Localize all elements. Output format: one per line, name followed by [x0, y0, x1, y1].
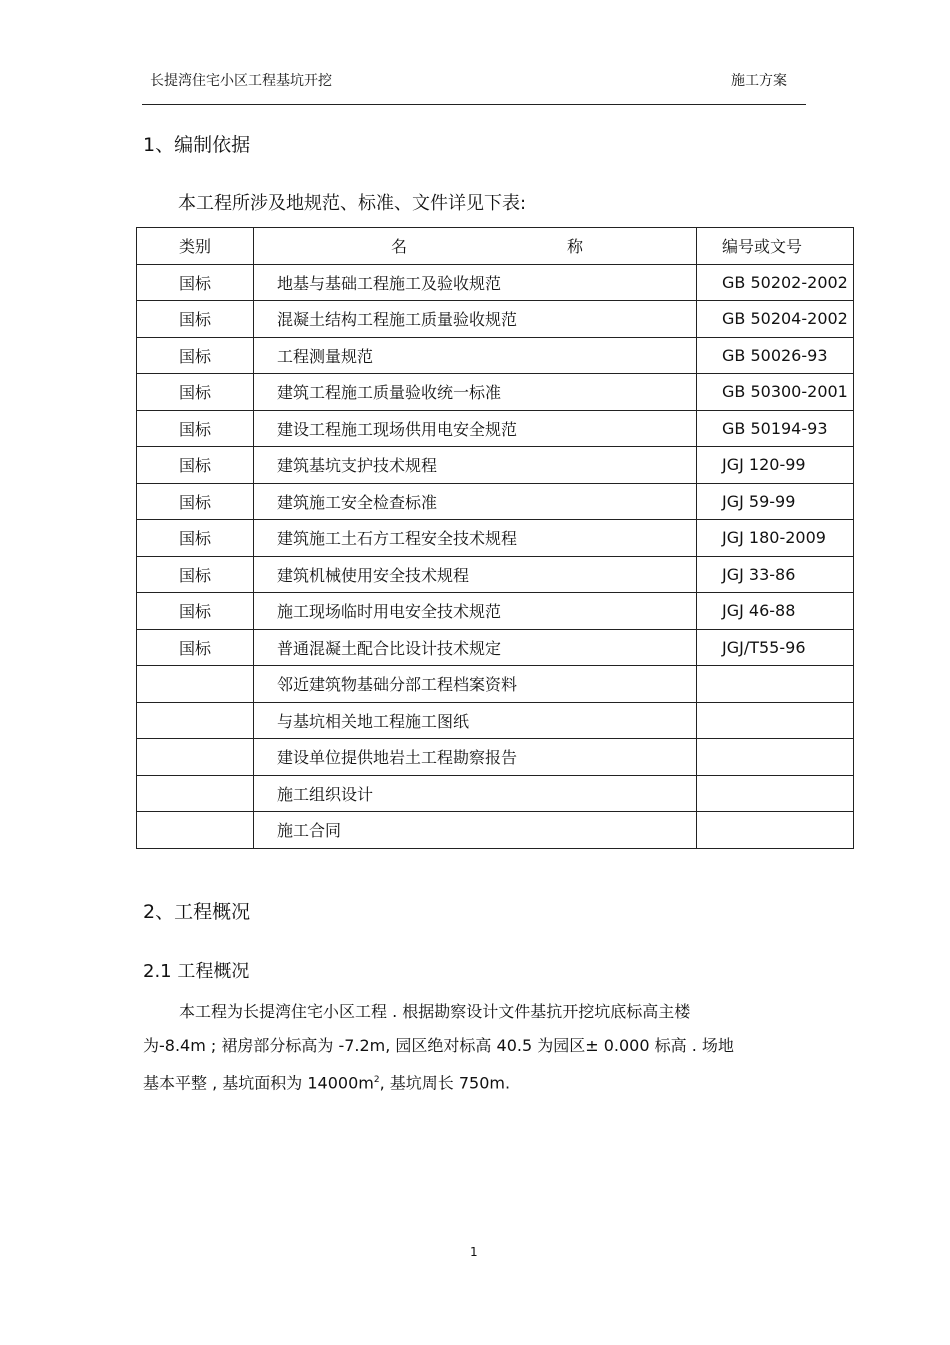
row-code: JGJ 180-2009 [697, 520, 854, 557]
table-row [137, 629, 854, 666]
row-name: 施工组织设计 [254, 775, 697, 812]
row-category [137, 775, 254, 812]
table-row [137, 410, 854, 447]
row-name: 普通混凝土配合比设计技术规定 [254, 629, 697, 666]
row-category [137, 739, 254, 776]
row-code: JGJ 33-86 [697, 556, 854, 593]
row-name: 地基与基础工程施工及验收规范 [254, 264, 697, 301]
row-code: JGJ 46-88 [697, 593, 854, 630]
section-1-title: 1、编制依据 [143, 134, 251, 156]
table-header-row [137, 228, 854, 265]
row-category: 国标 [137, 629, 254, 666]
row-code [697, 775, 854, 812]
row-category: 国标 [137, 410, 254, 447]
table-row [137, 666, 854, 703]
row-code: GB 50194-93 [697, 410, 854, 447]
row-name: 建筑施工土石方工程安全技术规程 [254, 520, 697, 557]
row-code: JGJ 59-99 [697, 483, 854, 520]
header-name-a: 名 [391, 237, 408, 257]
row-category: 国标 [137, 520, 254, 557]
page-number: 1 [470, 1245, 478, 1259]
reference-table [136, 227, 854, 849]
row-name: 施工合同 [254, 812, 697, 849]
row-name: 建筑工程施工质量验收统一标准 [254, 374, 697, 411]
row-name: 混凝土结构工程施工质量验收规范 [254, 301, 697, 338]
overview-paragraph [143, 995, 813, 1100]
row-code [697, 812, 854, 849]
row-code: JGJ 120-99 [697, 447, 854, 484]
area-unit-superscript: 2 [373, 1075, 380, 1085]
table-row [137, 301, 854, 338]
header-rule [142, 104, 806, 105]
row-code: GB 50300-2001 [697, 374, 854, 411]
row-code [697, 702, 854, 739]
row-category [137, 666, 254, 703]
row-category: 国标 [137, 556, 254, 593]
header-code: 编号或文号 [697, 228, 854, 265]
row-category: 国标 [137, 483, 254, 520]
header-doc-type: 施工方案 [731, 73, 787, 89]
table-row [137, 556, 854, 593]
row-category [137, 812, 254, 849]
table-row [137, 739, 854, 776]
row-name: 邻近建筑物基础分部工程档案资料 [254, 666, 697, 703]
row-name: 施工现场临时用电安全技术规范 [254, 593, 697, 630]
row-code [697, 739, 854, 776]
header-category: 类别 [137, 228, 254, 265]
table-row [137, 593, 854, 630]
row-name: 建筑施工安全检查标准 [254, 483, 697, 520]
table-row [137, 337, 854, 374]
header-project-title: 长提湾住宅小区工程基坑开挖 [150, 73, 332, 89]
paragraph-line-2: 为-8.4m ; 裙房部分标高为 -7.2m, 园区绝对标高 40.5 为园区± 0.000 标高 . 场地 [143, 1036, 734, 1055]
row-code: GB 50026-93 [697, 337, 854, 374]
row-category: 国标 [137, 264, 254, 301]
row-code: GB 50202-2002 [697, 264, 854, 301]
row-name: 建设工程施工现场供用电安全规范 [254, 410, 697, 447]
row-name: 建设单位提供地岩土工程勘察报告 [254, 739, 697, 776]
paragraph-line-1: 本工程为长提湾住宅小区工程 . 根据勘察设计文件基抗开挖坑底标高主楼 [179, 1002, 691, 1021]
row-category: 国标 [137, 374, 254, 411]
paragraph-line-3a: 基本平整 , 基坑面积为 14000m [143, 1073, 374, 1093]
paragraph-line-3 [143, 1063, 813, 1100]
row-name: 工程测量规范 [254, 337, 697, 374]
section-2-title: 2、工程概况 [143, 901, 251, 923]
row-category [137, 702, 254, 739]
table-row [137, 520, 854, 557]
table-row [137, 264, 854, 301]
table-row [137, 374, 854, 411]
row-code [697, 666, 854, 703]
row-name: 建筑机械使用安全技术规程 [254, 556, 697, 593]
section-2-1-title: 2.1 工程概况 [143, 961, 250, 982]
paragraph-line-3b: , 基坑周长 750m. [379, 1073, 511, 1093]
row-category: 国标 [137, 593, 254, 630]
table-row [137, 702, 854, 739]
header-name-b: 称 [566, 237, 583, 257]
section-1-intro: 本工程所涉及地规范、标准、文件详见下表: [178, 193, 527, 214]
row-code: GB 50204-2002 [697, 301, 854, 338]
table-row [137, 812, 854, 849]
row-code: JGJ/T55-96 [697, 629, 854, 666]
row-category: 国标 [137, 337, 254, 374]
table-row [137, 483, 854, 520]
table-row [137, 447, 854, 484]
row-category: 国标 [137, 301, 254, 338]
table-row [137, 775, 854, 812]
row-name: 与基坑相关地工程施工图纸 [254, 702, 697, 739]
row-name: 建筑基坑支护技术规程 [254, 447, 697, 484]
header-name [254, 228, 697, 265]
row-category: 国标 [137, 447, 254, 484]
